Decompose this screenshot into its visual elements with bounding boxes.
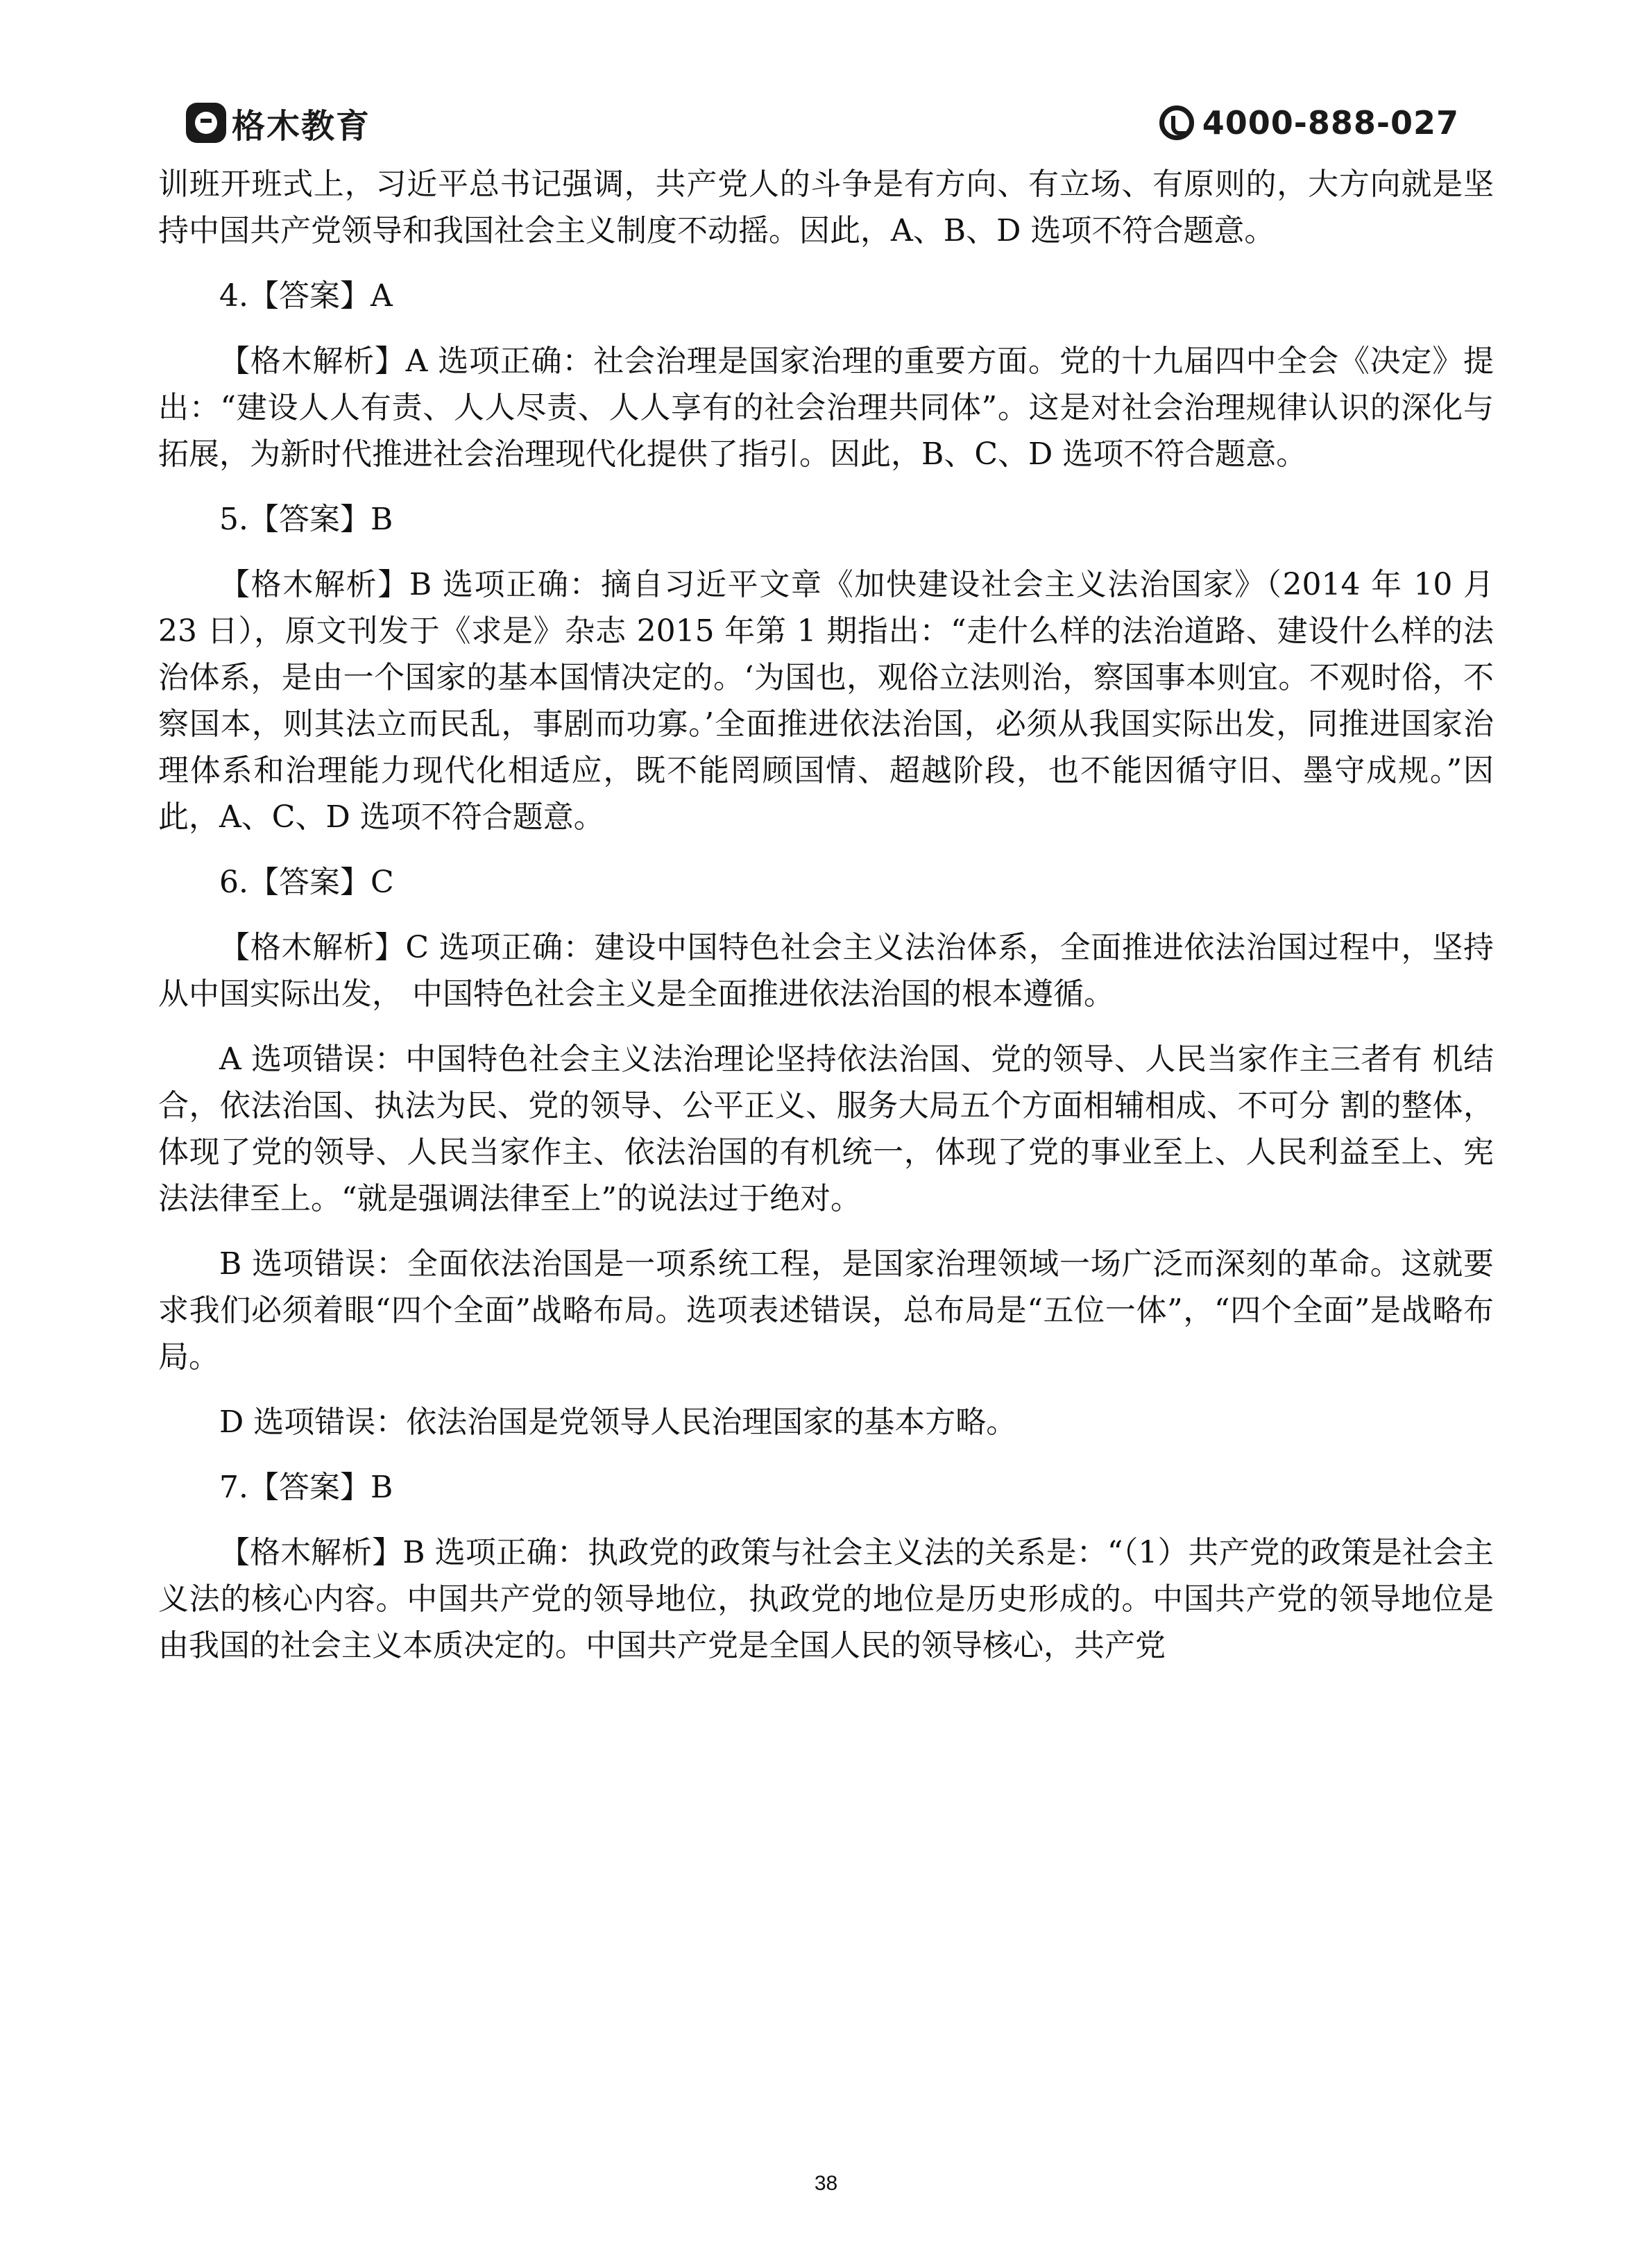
page-header — [0, 0, 1652, 167]
hotline-number: 4000-888-027 — [1202, 104, 1459, 142]
page-number: 38 — [814, 2172, 838, 2195]
paragraph-continuation: 训班开班式上，习近平总书记强调，共产党人的斗争是有方向、有立场、有原则的，大方向就是坚持中国共产党领导和我国社会主义制度不动摇。因此，A、B、D 选项不符合题意。 — [158, 167, 1494, 248]
analysis-5: 【格木解析】B 选项正确：摘自习近平文章《加快建设社会主义法治国家》（2014 年 10 月 23 日），原文刊发于《求是》杂志 2015 年第 1 期指出：“走什么样的法治道路、建设什么样的法治体系，是由一个国家的基本国情决定的。‘为国也，观俗立法则治，察国事本则宜。不观时俗，不察国本，则其法立而民乱，事剧而功寡。’全面推进依法治国，必须从我国实际出发，同推进国家治理体系和治理能力现代化相适应，既不能罔顾国情、超越阶段，也不能因循守旧、墨守成规。”因此，A、C、D 选项不符合题意。 — [158, 567, 1494, 835]
brand-logo — [186, 101, 371, 144]
analysis-6-option-b: B 选项错误：全面依法治国是一项系统工程，是国家治理领域一场广泛而深刻的革命。这就要求我们必须着眼“四个全面”战略布局。选项表述错误，总布局是“五位一体”，“四个全面”是战略布局。 — [158, 1246, 1494, 1375]
brand-logo-icon — [186, 103, 226, 143]
answer-5: 5.【答案】B — [219, 502, 393, 537]
answer-6: 6.【答案】C — [219, 865, 394, 900]
analysis-7: 【格木解析】B 选项正确：执政党的政策与社会主义法的关系是：“（1）共产党的政策是社会主义法的核心内容。中国共产党的领导地位，执政党的地位是历史形成的。中国共产党的领导地位是由我国的社会主义本质决定的。中国共产党是全国人民的领导核心，共产党 — [158, 1535, 1494, 1663]
hotline — [1159, 101, 1459, 144]
analysis-4: 【格木解析】A 选项正确：社会治理是国家治理的重要方面。党的十九届四中全会《决定》提出：“建设人人有责、人人尽责、人人享有的社会治理共同体”。这是对社会治理规律认识的深化与拓展，为新时代推进社会治理现代化提供了指引。因此，B、C、D 选项不符合题意。 — [158, 343, 1494, 472]
analysis-6-option-a: A 选项错误：中国特色社会主义法治理论坚持依法治国、党的领导、人民当家作主三者有 机结合，依法治国、执法为民、党的领导、公平正义、服务大局五个方面相辅相成、不可分 割的整体，体现了党的领导、人民当家作主、依法治国的有机统一，体现了党的事业至上、人民利益至上、宪法法律至上。“就是强调法律至上”的说法过于绝对。 — [158, 1042, 1494, 1216]
answer-7: 7.【答案】B — [219, 1470, 393, 1505]
document-body — [158, 161, 1494, 1688]
analysis-6-option-d: D 选项错误：依法治国是党领导人民治理国家的基本方略。 — [219, 1404, 1017, 1440]
phone-icon — [1159, 105, 1194, 140]
answer-4: 4.【答案】A — [219, 278, 393, 314]
brand-name: 格木教育 — [232, 106, 371, 146]
analysis-6: 【格木解析】C 选项正确：建设中国特色社会主义法治体系，全面推进依法治国过程中，坚持从中国实际出发， 中国特色社会主义是全面推进依法治国的根本遵循。 — [158, 930, 1494, 1012]
